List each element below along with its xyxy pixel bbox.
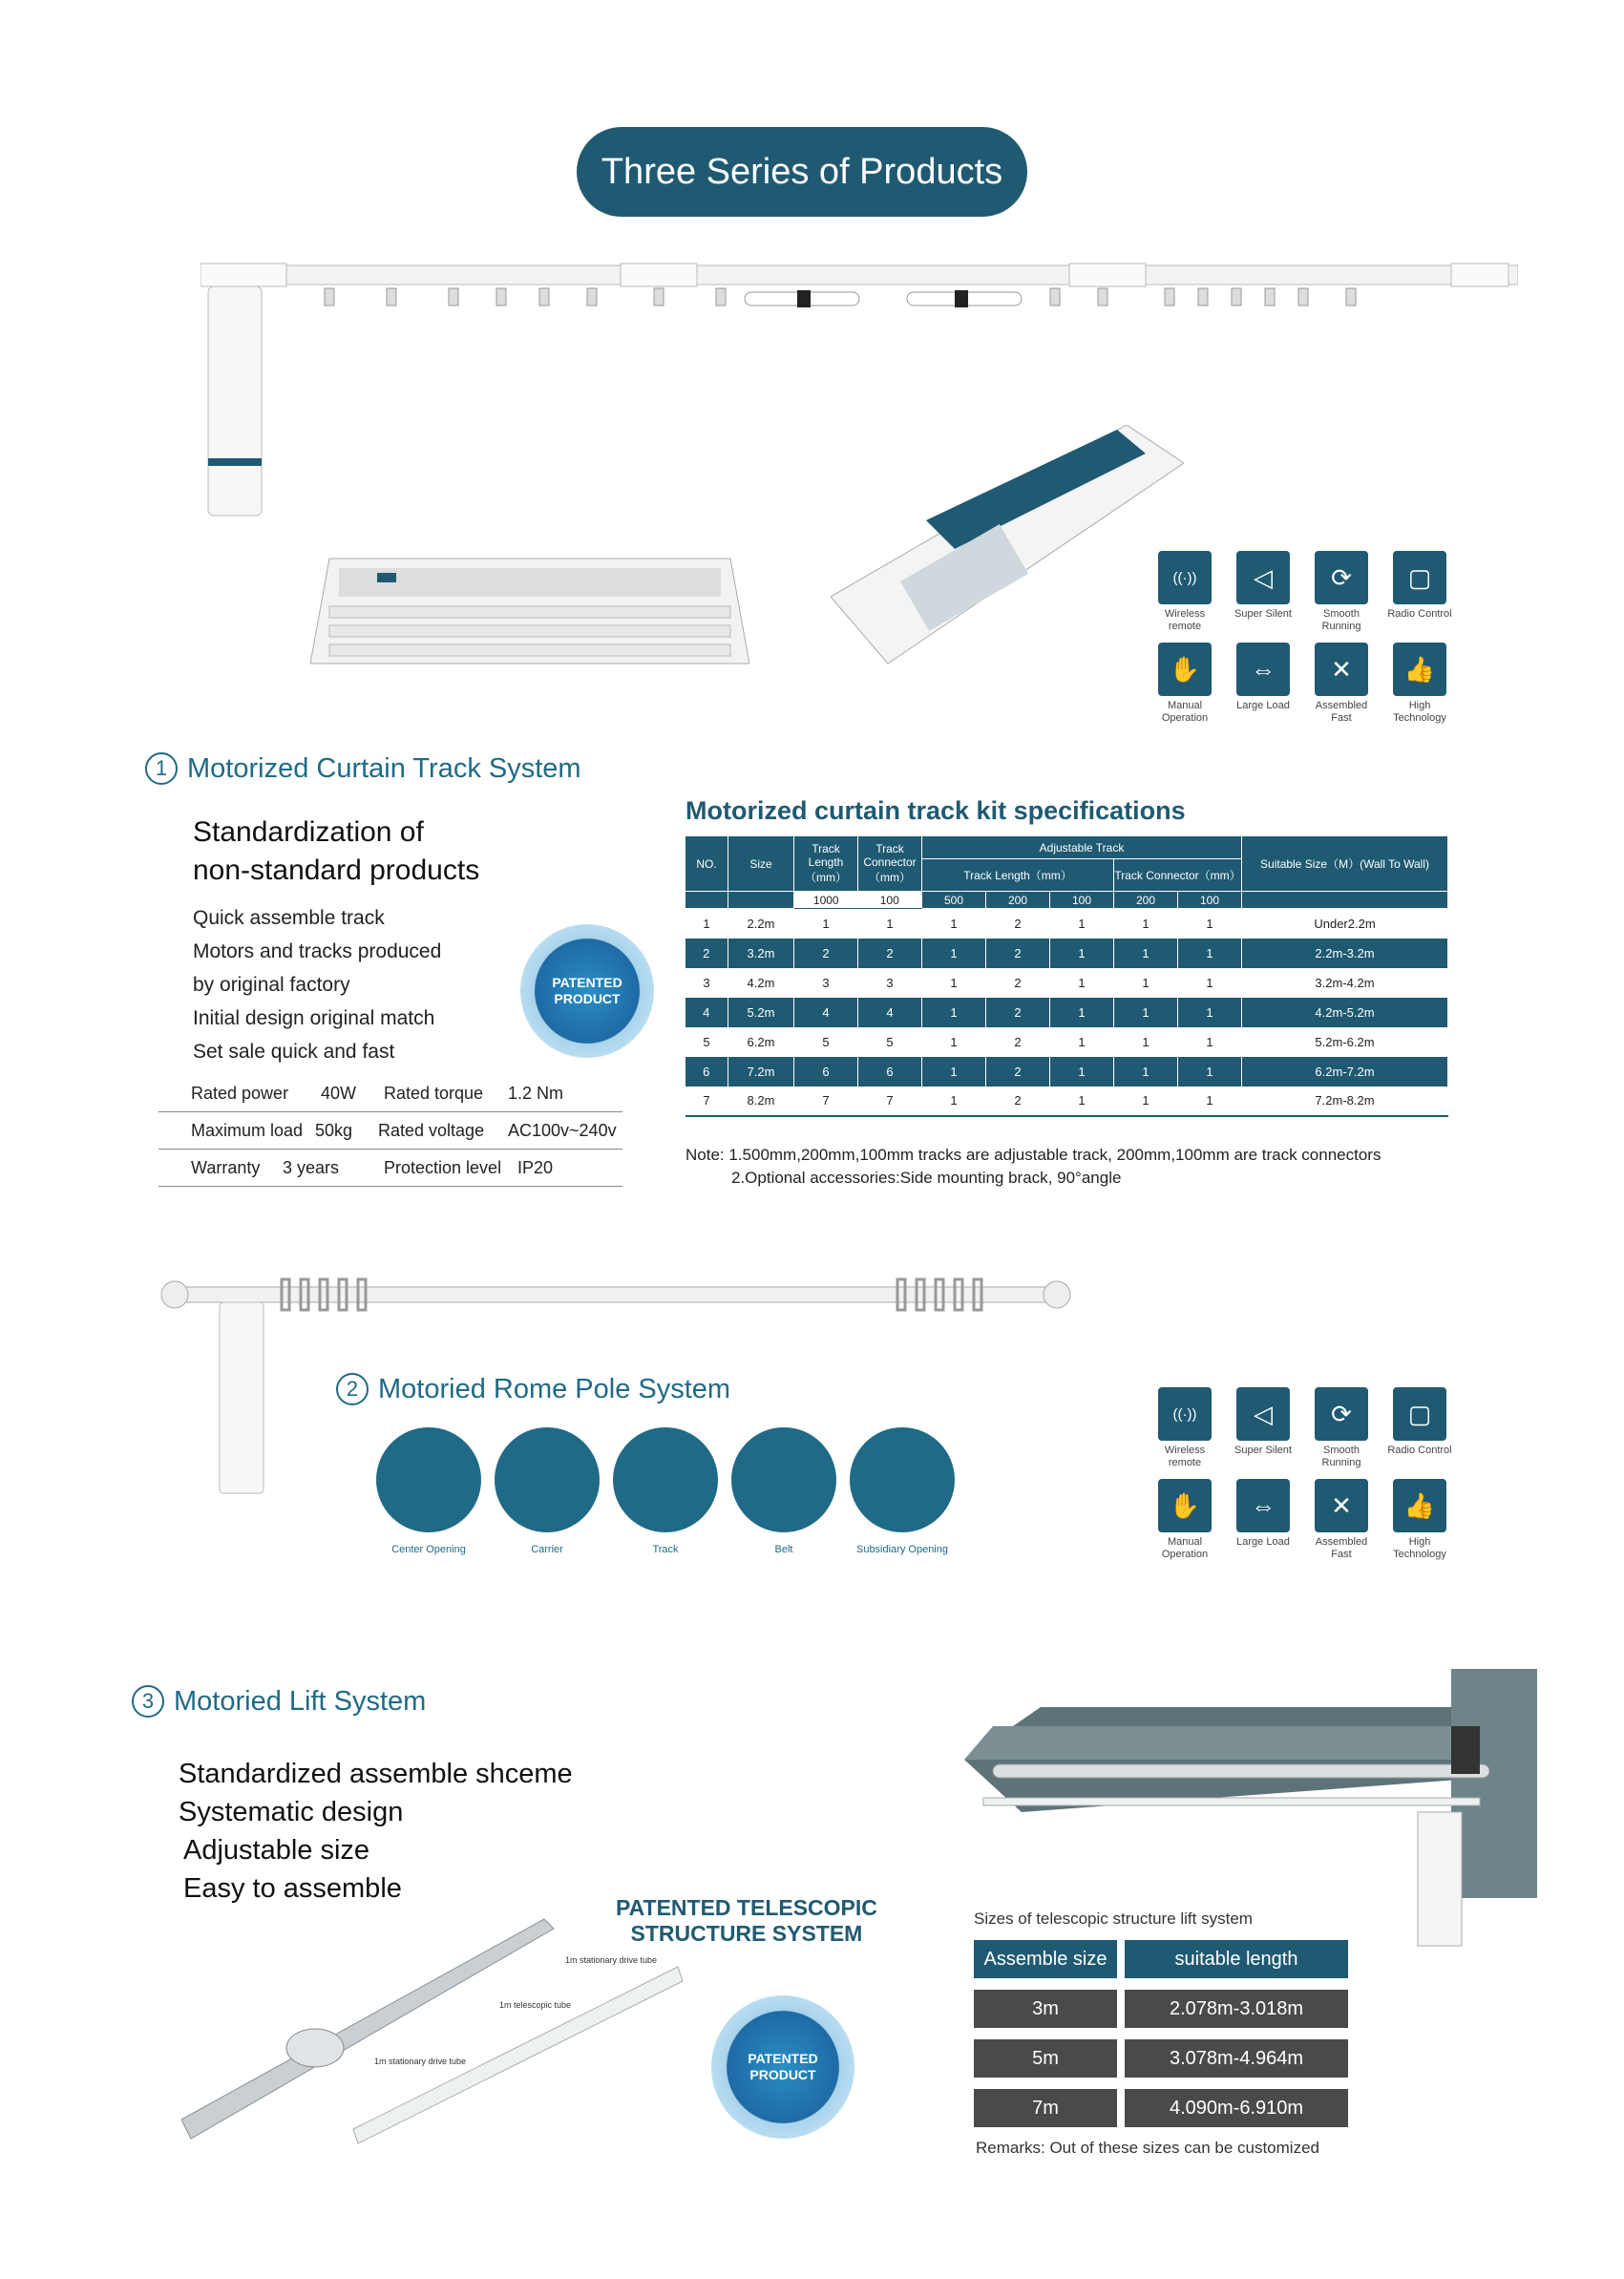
component-item bbox=[494, 1427, 601, 1556]
table-row bbox=[685, 1087, 1448, 1116]
feature-label: Manual Operation bbox=[1161, 700, 1209, 724]
spec-row bbox=[158, 1150, 622, 1187]
table-cell: 1 bbox=[1050, 998, 1114, 1027]
table-cell: 7 bbox=[794, 1087, 858, 1116]
speaker-icon: ◁ bbox=[1236, 551, 1290, 604]
point: Standardized assemble shceme bbox=[179, 1759, 573, 1789]
table-cell: 1 bbox=[1178, 1057, 1242, 1087]
belt-image bbox=[731, 1427, 836, 1532]
col-no: NO. bbox=[685, 836, 728, 892]
cell: 2.078m-3.018m bbox=[1125, 1990, 1348, 2028]
rome-components bbox=[375, 1427, 956, 1556]
table-cell: Under2.2m bbox=[1242, 909, 1448, 939]
kit-notes bbox=[685, 1144, 1381, 1190]
feature-label: Large Load bbox=[1236, 1536, 1290, 1548]
section2-title-text: Motoried Rome Pole System bbox=[378, 1373, 731, 1404]
feature-label: High Technology bbox=[1393, 700, 1446, 724]
feature-label: Smooth Running bbox=[1321, 608, 1361, 632]
feature-item bbox=[1381, 551, 1459, 633]
col-adjustable: Adjustable Track bbox=[922, 836, 1242, 859]
component-item bbox=[612, 1427, 719, 1556]
spec-value: 3 years bbox=[283, 1157, 340, 1177]
sub-header: 200 bbox=[986, 892, 1050, 909]
spec-row bbox=[158, 1075, 622, 1112]
component-item bbox=[849, 1427, 956, 1556]
cell: 4.090m-6.910m bbox=[1125, 2089, 1348, 2127]
component-label: Belt bbox=[774, 1544, 793, 1555]
table-cell: 2 bbox=[986, 1087, 1050, 1116]
table-cell: 6 bbox=[794, 1057, 858, 1087]
table-cell: 7 bbox=[858, 1087, 922, 1116]
feature-label: Radio Control bbox=[1387, 608, 1452, 620]
component-label: Track bbox=[652, 1544, 679, 1555]
col-adj-length: Track Length（mm） bbox=[922, 859, 1114, 892]
table-cell: 2.2m bbox=[728, 909, 794, 939]
table-cell: 1 bbox=[1178, 939, 1242, 968]
table-cell: 5.2m bbox=[728, 998, 794, 1027]
table-row bbox=[685, 1057, 1448, 1087]
table-cell: 1 bbox=[1114, 939, 1178, 968]
table-cell: 1 bbox=[922, 1087, 986, 1116]
tools-icon: ✕ bbox=[1315, 643, 1368, 696]
spec-label: Rated power bbox=[191, 1083, 289, 1103]
spec-value: IP20 bbox=[517, 1157, 554, 1177]
feature-label: Assembled Fast bbox=[1315, 1536, 1368, 1560]
table-cell: 6.2m-7.2m bbox=[1242, 1057, 1448, 1087]
section1-title bbox=[145, 752, 581, 785]
sub-header: 1000 bbox=[794, 892, 858, 909]
col-adj-conn: Track Connector（mm） bbox=[1114, 859, 1242, 892]
lift-size-table bbox=[966, 1929, 1356, 2139]
table-row bbox=[685, 909, 1448, 939]
point: Quick assemble track bbox=[193, 907, 385, 929]
spec-row bbox=[158, 1112, 622, 1150]
telescopic-line1: PATENTED TELESCOPIC bbox=[616, 1895, 877, 1920]
section2-title bbox=[336, 1373, 730, 1405]
point: Motors and tracks produced bbox=[193, 940, 442, 962]
table-cell: 3 bbox=[685, 968, 728, 998]
headline-line1: Standardization of bbox=[193, 816, 424, 848]
table-cell: 1 bbox=[858, 909, 922, 939]
sub-header: 200 bbox=[1114, 892, 1178, 909]
table-cell: 1 bbox=[1114, 1027, 1178, 1057]
point: Set sale quick and fast bbox=[193, 1041, 395, 1063]
feature-item bbox=[1302, 1479, 1381, 1561]
table-cell: 2 bbox=[986, 998, 1050, 1027]
table-cell: 3.2m-4.2m bbox=[1242, 968, 1448, 998]
table-cell: 3 bbox=[858, 968, 922, 998]
col-assemble-size: Assemble size bbox=[974, 1940, 1117, 1978]
col-suitable: Suitable Size（M）(Wall To Wall) bbox=[1242, 836, 1448, 892]
hand-icon: ✋ bbox=[1158, 1479, 1212, 1532]
section-number: 3 bbox=[132, 1685, 164, 1718]
radio-icon: ▢ bbox=[1393, 551, 1446, 604]
component-item bbox=[375, 1427, 482, 1556]
note-line1: Note: 1.500mm,200mm,100mm tracks are adjustable track, 200mm,100mm are track connectors bbox=[685, 1146, 1381, 1164]
feature-label: Smooth Running bbox=[1321, 1445, 1361, 1468]
tube-label: 1m telescopic tube bbox=[499, 2000, 572, 2010]
headline-line2: non-standard products bbox=[193, 855, 480, 886]
table-row bbox=[685, 939, 1448, 968]
table-cell: 1 bbox=[922, 909, 986, 939]
note-line2: 2.Optional accessories:Side mounting brack, 90°angle bbox=[731, 1169, 1122, 1187]
col-track-length: Track Length（mm） bbox=[794, 836, 858, 892]
sub-header: 100 bbox=[1178, 892, 1242, 909]
motor-specs bbox=[158, 1075, 622, 1187]
feature-item bbox=[1146, 1479, 1224, 1561]
table-cell: 4 bbox=[858, 998, 922, 1027]
cell: 5m bbox=[974, 2039, 1117, 2078]
thumbs-up-icon: 👍 bbox=[1393, 1479, 1446, 1532]
table-cell: 1 bbox=[922, 1027, 986, 1057]
table-cell: 1 bbox=[922, 998, 986, 1027]
point: Adjustable size bbox=[183, 1835, 370, 1866]
spec-value: 40W bbox=[321, 1083, 357, 1103]
kit-spec-table bbox=[685, 835, 1448, 1117]
table-cell: 1 bbox=[1050, 1087, 1114, 1116]
dumbbell-icon: ⇔ bbox=[1236, 643, 1290, 696]
table-cell: 4.2m bbox=[728, 968, 794, 998]
table-cell: 2 bbox=[685, 939, 728, 968]
table-cell: 1 bbox=[1050, 968, 1114, 998]
table-cell: 1 bbox=[1050, 1027, 1114, 1057]
table-cell: 1 bbox=[794, 909, 858, 939]
tube-label: 1m stationary drive tube bbox=[565, 1955, 658, 1965]
table-cell: 6.2m bbox=[728, 1027, 794, 1057]
carrier-image bbox=[495, 1427, 600, 1532]
badge-line2: PRODUCT bbox=[554, 991, 621, 1006]
table-cell: 2 bbox=[986, 1027, 1050, 1057]
table-cell: 2 bbox=[794, 939, 858, 968]
sub-header: 100 bbox=[858, 892, 922, 909]
spec-label: Rated voltage bbox=[378, 1120, 485, 1140]
table-cell: 2 bbox=[986, 909, 1050, 939]
table-cell: 7.2m bbox=[728, 1057, 794, 1087]
subsidiary-opening-image bbox=[850, 1427, 955, 1532]
col-track-connector: Track Connector（mm） bbox=[858, 836, 922, 892]
component-item bbox=[730, 1427, 837, 1556]
feature-item bbox=[1224, 1387, 1302, 1469]
feature-icons-section1 bbox=[1146, 551, 1459, 725]
feature-label: Super Silent bbox=[1234, 608, 1292, 620]
table-cell: 1 bbox=[1050, 1057, 1114, 1087]
component-label: Carrier bbox=[531, 1544, 563, 1555]
section1-title-text: Motorized Curtain Track System bbox=[187, 752, 581, 784]
table-cell: 3.2m bbox=[728, 939, 794, 968]
table-cell: 2 bbox=[986, 968, 1050, 998]
table-cell: 1 bbox=[1114, 968, 1178, 998]
feature-label: Radio Control bbox=[1387, 1445, 1452, 1456]
telescopic-tube-illustration bbox=[181, 1910, 697, 2148]
table-row bbox=[685, 998, 1448, 1027]
wireless-icon: ((·)) bbox=[1158, 1387, 1212, 1441]
tube-label: 1m stationary drive tube bbox=[374, 2057, 467, 2066]
col-suitable-length: suitable length bbox=[1125, 1940, 1348, 1978]
dumbbell-icon: ⇔ bbox=[1236, 1479, 1290, 1532]
spec-label: Rated torque bbox=[384, 1083, 484, 1103]
badge-line1: PATENTED bbox=[748, 2051, 818, 2066]
feature-item bbox=[1146, 643, 1224, 725]
point: Easy to assemble bbox=[183, 1873, 402, 1904]
feature-label: Assembled Fast bbox=[1315, 700, 1368, 724]
tools-icon: ✕ bbox=[1315, 1479, 1368, 1532]
table-cell: 6 bbox=[685, 1057, 728, 1087]
feature-label: Wireless remote bbox=[1164, 1445, 1206, 1468]
table-cell: 1 bbox=[1178, 1087, 1242, 1116]
table-cell: 6 bbox=[858, 1057, 922, 1087]
cell: 3.078m-4.964m bbox=[1125, 2039, 1348, 2078]
table-cell: 1 bbox=[1050, 939, 1114, 968]
spec-label: Protection level bbox=[384, 1157, 502, 1177]
table-cell: 7.2m-8.2m bbox=[1242, 1087, 1448, 1116]
feature-label: Wireless remote bbox=[1164, 608, 1206, 632]
table-cell: 1 bbox=[1114, 1087, 1178, 1116]
product-package-illustration bbox=[831, 425, 1184, 673]
page-banner: Three Series of Products bbox=[577, 127, 1027, 217]
table-cell: 1 bbox=[1178, 909, 1242, 939]
table-cell: 5 bbox=[794, 1027, 858, 1057]
table-cell: 4 bbox=[685, 998, 728, 1027]
spec-value: AC100v~240v bbox=[508, 1120, 617, 1140]
point: by original factory bbox=[193, 974, 350, 996]
thumbs-up-icon: 👍 bbox=[1393, 643, 1446, 696]
table-cell: 1 bbox=[1178, 998, 1242, 1027]
section3-title-text: Motoried Lift System bbox=[174, 1685, 427, 1717]
feature-item bbox=[1381, 1479, 1459, 1561]
table-cell: 1 bbox=[1050, 909, 1114, 939]
table-cell: 8.2m bbox=[728, 1087, 794, 1116]
table-row bbox=[685, 1027, 1448, 1057]
point: Initial design original match bbox=[193, 1007, 435, 1029]
wireless-icon: ((·)) bbox=[1158, 551, 1212, 604]
table-cell: 2 bbox=[986, 1057, 1050, 1087]
feature-item bbox=[1146, 551, 1224, 633]
table-cell: 1 bbox=[922, 1057, 986, 1087]
feature-label: Large Load bbox=[1236, 700, 1290, 711]
table-cell: 4 bbox=[794, 998, 858, 1027]
section3-title bbox=[132, 1685, 426, 1718]
feature-label: Manual Operation bbox=[1161, 1536, 1209, 1560]
patented-badge bbox=[520, 924, 654, 1058]
center-opening-image bbox=[376, 1427, 481, 1532]
spec-value: 50kg bbox=[315, 1120, 353, 1140]
track-image bbox=[613, 1427, 718, 1532]
col-size: Size bbox=[728, 836, 794, 892]
feature-item bbox=[1224, 551, 1302, 633]
feature-item bbox=[1381, 1387, 1459, 1469]
table-cell: 4.2m-5.2m bbox=[1242, 998, 1448, 1027]
section-number: 2 bbox=[336, 1373, 369, 1405]
hand-icon: ✋ bbox=[1158, 643, 1212, 696]
radio-icon: ▢ bbox=[1393, 1387, 1446, 1441]
feature-item bbox=[1381, 643, 1459, 725]
table-cell: 2 bbox=[858, 939, 922, 968]
spec-value: 1.2 Nm bbox=[508, 1083, 564, 1103]
feature-item bbox=[1302, 1387, 1381, 1469]
table-cell: 1 bbox=[922, 968, 986, 998]
speaker-icon: ◁ bbox=[1236, 1387, 1290, 1441]
feature-item bbox=[1146, 1387, 1224, 1469]
refresh-icon: ⟳ bbox=[1315, 1387, 1368, 1441]
lift-remarks: Remarks: Out of these sizes can be customized bbox=[976, 2139, 1319, 2157]
spec-label: Warranty bbox=[191, 1157, 261, 1177]
table-cell: 7 bbox=[685, 1087, 728, 1116]
sub-header: 100 bbox=[1050, 892, 1114, 909]
feature-item bbox=[1224, 1479, 1302, 1561]
section1-points bbox=[193, 901, 441, 1068]
feature-item bbox=[1302, 551, 1381, 633]
table-row bbox=[685, 968, 1448, 998]
table-cell: 3 bbox=[794, 968, 858, 998]
table-cell: 5 bbox=[685, 1027, 728, 1057]
table-cell: 1 bbox=[1114, 998, 1178, 1027]
kit-box-illustration bbox=[310, 549, 749, 673]
section3-points bbox=[179, 1755, 573, 1908]
table-cell: 5 bbox=[858, 1027, 922, 1057]
component-label: Center Opening bbox=[391, 1544, 466, 1555]
feature-item bbox=[1224, 643, 1302, 725]
table-cell: 1 bbox=[1114, 1057, 1178, 1087]
table-cell: 1 bbox=[1178, 968, 1242, 998]
feature-label: Super Silent bbox=[1234, 1445, 1292, 1456]
telescopic-line2: STRUCTURE SYSTEM bbox=[630, 1921, 863, 1946]
cell: 3m bbox=[974, 1990, 1117, 2028]
badge-line1: PATENTED bbox=[552, 975, 622, 990]
table-cell: 1 bbox=[1114, 909, 1178, 939]
table-cell: 1 bbox=[1178, 1027, 1242, 1057]
patented-badge bbox=[711, 1995, 854, 2139]
section-number: 1 bbox=[145, 752, 178, 785]
table-cell: 1 bbox=[922, 939, 986, 968]
kit-table-title: Motorized curtain track kit specifications bbox=[685, 796, 1186, 825]
table-cell: 5.2m-6.2m bbox=[1242, 1027, 1448, 1057]
table-cell: 2 bbox=[986, 939, 1050, 968]
feature-item bbox=[1302, 643, 1381, 725]
feature-icons-section2 bbox=[1146, 1387, 1459, 1561]
refresh-icon: ⟳ bbox=[1315, 551, 1368, 604]
section1-headline bbox=[193, 813, 479, 890]
table-cell: 1 bbox=[685, 909, 728, 939]
lift-table-caption: Sizes of telescopic structure lift system bbox=[974, 1910, 1253, 1928]
feature-label: High Technology bbox=[1393, 1536, 1446, 1560]
table-cell: 2.2m-3.2m bbox=[1242, 939, 1448, 968]
sub-header: 500 bbox=[922, 892, 986, 909]
point: Systematic design bbox=[179, 1797, 404, 1827]
cell: 7m bbox=[974, 2089, 1117, 2127]
component-label: Subsidiary Opening bbox=[855, 1544, 948, 1555]
spec-label: Maximum load bbox=[191, 1120, 304, 1140]
badge-line2: PRODUCT bbox=[749, 2067, 816, 2082]
